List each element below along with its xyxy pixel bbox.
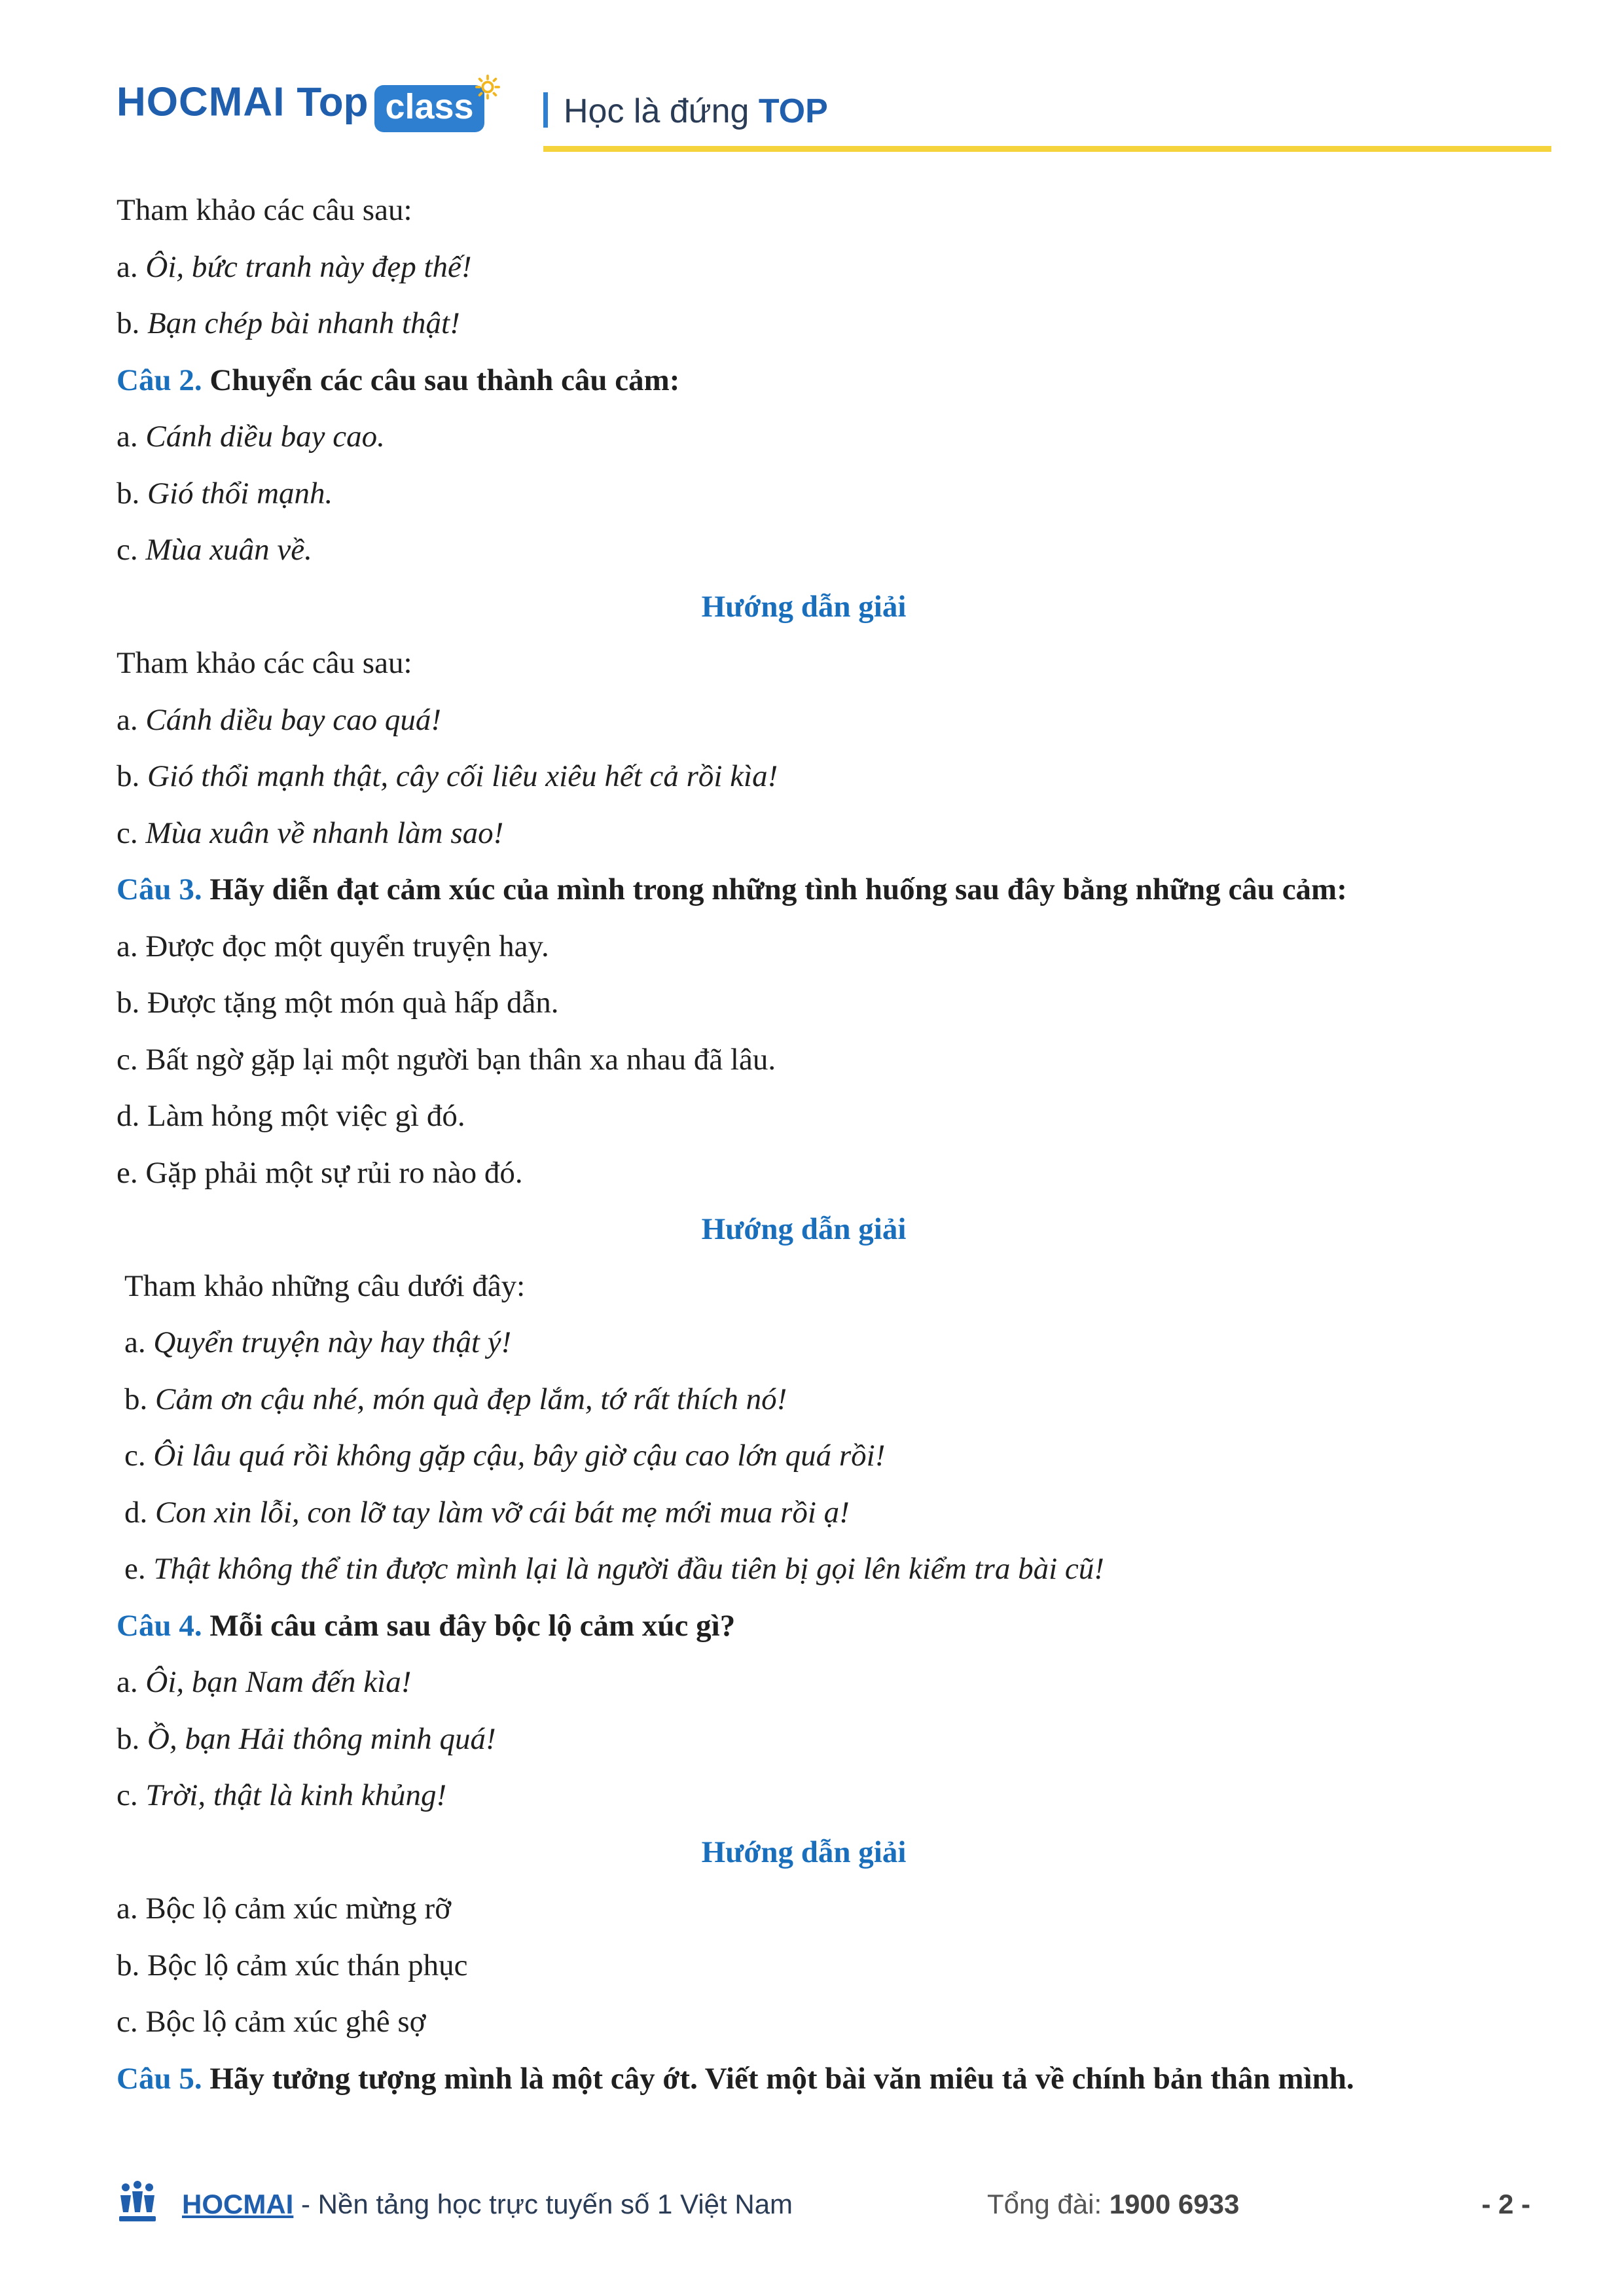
answer-line bbox=[117, 1427, 1517, 1484]
page-header bbox=[0, 0, 1624, 170]
question-4 bbox=[117, 1598, 1517, 1655]
item-line bbox=[117, 408, 1517, 465]
answer-line bbox=[117, 1371, 1517, 1428]
item-line bbox=[117, 522, 1517, 579]
answer-line bbox=[117, 805, 1517, 862]
hotline-number: 1900 6933 bbox=[1109, 2189, 1240, 2219]
item-prefix: b. bbox=[124, 1382, 155, 1416]
item-text: Cảm ơn cậu nhé, món quà đẹp lắm, tớ rất thích nó! bbox=[155, 1382, 787, 1416]
item-prefix: a. bbox=[117, 1665, 146, 1699]
question-text: Hãy tưởng tượng mình là một cây ớt. Viết một bài văn miêu tả về chính bản thân mình. bbox=[202, 2061, 1354, 2096]
item-line: b. Được tặng một món quà hấp dẫn. bbox=[117, 986, 559, 1020]
item-text: Ồ, bạn Hải thông minh quá! bbox=[147, 1721, 496, 1756]
item-text: Trời, thật là kinh khủng! bbox=[145, 1778, 447, 1812]
tagline-top: TOP bbox=[758, 92, 828, 130]
question-number: Câu 5. bbox=[117, 2061, 202, 2096]
hotline-label: Tổng đài: bbox=[987, 2189, 1110, 2219]
item-prefix: c. bbox=[117, 816, 146, 850]
item-prefix: b. bbox=[117, 476, 147, 511]
sun-icon bbox=[475, 75, 500, 99]
item-line bbox=[117, 1654, 1517, 1711]
item-line bbox=[117, 465, 1517, 522]
answer-line bbox=[117, 1541, 1517, 1598]
question-number: Câu 3. bbox=[117, 872, 202, 906]
item-line: a. Được đọc một quyển truyện hay. bbox=[117, 929, 549, 963]
item-prefix: c. bbox=[124, 1439, 154, 1473]
tagline-bar bbox=[543, 92, 548, 128]
question-text: Mỗi câu cảm sau đây bộc lộ cảm xúc gì? bbox=[202, 1608, 736, 1643]
answer-line bbox=[117, 295, 1517, 352]
item-prefix: c. bbox=[117, 533, 146, 567]
answer-line: c. Bộc lộ cảm xúc ghê sợ bbox=[117, 2005, 426, 2039]
item-text: Quyển truyện này hay thật ý! bbox=[153, 1325, 512, 1359]
question-2 bbox=[117, 352, 1517, 409]
question-number: Câu 4. bbox=[117, 1608, 202, 1643]
item-prefix: d. bbox=[124, 1495, 155, 1530]
header-divider bbox=[543, 146, 1551, 152]
item-text: Ôi, bức tranh này đẹp thế! bbox=[145, 249, 472, 284]
footer-slogan: - Nền tảng học trực tuyến số 1 Việt Nam bbox=[293, 2189, 793, 2219]
logo-top-text: Top bbox=[297, 79, 369, 125]
item-text: Cánh diều bay cao. bbox=[145, 420, 385, 454]
question-3 bbox=[117, 861, 1517, 918]
item-text: Cánh diều bay cao quá! bbox=[145, 702, 442, 737]
item-prefix: a. bbox=[117, 702, 146, 737]
item-line bbox=[117, 1767, 1517, 1824]
text-line: Tham khảo những câu dưới đây: bbox=[124, 1268, 526, 1303]
item-line: c. Bất ngờ gặp lại một người bạn thân xa nhau đã lâu. bbox=[117, 1042, 776, 1077]
answer-line bbox=[117, 1314, 1517, 1371]
footer-brand-link[interactable]: HOCMAI bbox=[182, 2189, 294, 2219]
item-text: Thật không thể tin được mình lại là người đầu tiên bị gọi lên kiểm tra bài cũ! bbox=[153, 1552, 1104, 1586]
item-prefix: a. bbox=[124, 1325, 154, 1359]
item-line: e. Gặp phải một sự rủi ro nào đó. bbox=[117, 1155, 523, 1190]
footer-hotline bbox=[987, 2189, 1239, 2220]
item-line: d. Làm hỏng một việc gì đó. bbox=[117, 1099, 465, 1133]
item-text: Mùa xuân về nhanh làm sao! bbox=[145, 816, 504, 850]
item-prefix: b. bbox=[117, 1721, 147, 1756]
item-prefix: e. bbox=[124, 1552, 154, 1586]
item-text: Con xin lỗi, con lỡ tay làm vỡ cái bát mẹ mới mua rồi ạ! bbox=[155, 1495, 850, 1530]
question-text: Chuyển các câu sau thành câu cảm: bbox=[202, 363, 680, 397]
item-text: Mùa xuân về. bbox=[145, 533, 312, 567]
item-prefix: a. bbox=[117, 420, 146, 454]
guide-heading: Hướng dẫn giải bbox=[701, 589, 907, 624]
page-number: - 2 - bbox=[1481, 2189, 1530, 2219]
footer-brand bbox=[182, 2189, 793, 2220]
answer-line bbox=[117, 748, 1517, 805]
hocmai-topclass-logo bbox=[117, 79, 484, 151]
item-prefix: b. bbox=[117, 759, 147, 793]
question-number: Câu 2. bbox=[117, 363, 202, 397]
document-body bbox=[117, 182, 1517, 2107]
item-prefix: b. bbox=[117, 306, 147, 340]
hocmai-people-icon bbox=[117, 2181, 158, 2227]
guide-heading: Hướng dẫn giải bbox=[701, 1835, 907, 1869]
guide-heading: Hướng dẫn giải bbox=[701, 1212, 907, 1246]
item-prefix: a. bbox=[117, 249, 146, 284]
tagline-prefix: Học là đứng bbox=[564, 92, 759, 130]
header-tagline bbox=[543, 92, 828, 131]
logo-hocmai-text: HOCMAI bbox=[117, 79, 285, 125]
text-line: Tham khảo các câu sau: bbox=[117, 646, 412, 680]
item-text: Bạn chép bài nhanh thật! bbox=[147, 306, 460, 340]
item-text: Gió thổi mạnh. bbox=[147, 476, 333, 511]
question-text: Hãy diễn đạt cảm xúc của mình trong những tình huống sau đây bằng những câu cảm: bbox=[202, 872, 1347, 906]
answer-line bbox=[117, 1484, 1517, 1541]
page-footer bbox=[117, 2178, 1530, 2231]
answer-line bbox=[117, 239, 1517, 296]
logo-class-badge: class bbox=[374, 85, 484, 132]
item-line bbox=[117, 1711, 1517, 1768]
item-prefix: c. bbox=[117, 1778, 146, 1812]
item-text: Gió thổi mạnh thật, cây cối liêu xiêu hết cả rồi kìa! bbox=[147, 759, 778, 793]
answer-line: a. Bộc lộ cảm xúc mừng rỡ bbox=[117, 1892, 452, 1926]
item-text: Ôi lâu quá rồi không gặp cậu, bây giờ cậu cao lớn quá rồi! bbox=[153, 1439, 886, 1473]
answer-line bbox=[117, 692, 1517, 749]
question-5 bbox=[117, 2051, 1517, 2108]
item-text: Ôi, bạn Nam đến kìa! bbox=[145, 1665, 412, 1699]
text-line: Tham khảo các câu sau: bbox=[117, 193, 412, 227]
answer-line: b. Bộc lộ cảm xúc thán phục bbox=[117, 1948, 468, 1982]
